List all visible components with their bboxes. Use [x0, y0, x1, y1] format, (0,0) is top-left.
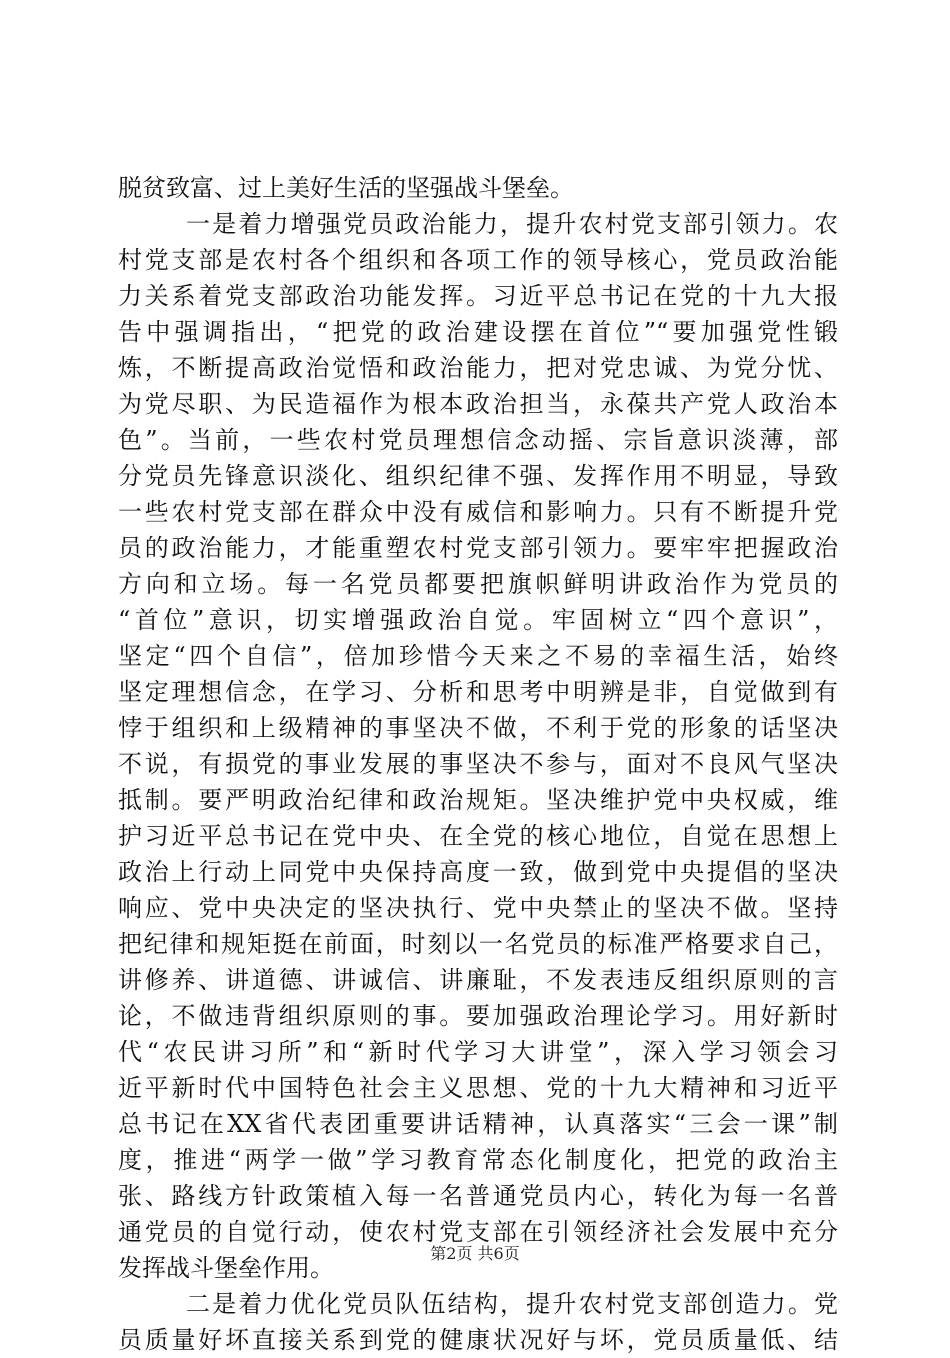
text-line: 近平新时代中国特色社会主义思想、党的十九大精神和习近平 — [118, 1074, 838, 1102]
text-line: 张、路线方针政策植入每一名普通党员内心，转化为每一名普 — [118, 1182, 838, 1210]
text-line: 政治上行动上同党中央保持高度一致，做到党中央提倡的坚决 — [118, 858, 838, 886]
text-line: 护习近平总书记在党中央、在全党的核心地位，自觉在思想上 — [118, 822, 838, 850]
text-line: 抵制。要严明政治纪律和政治规矩。坚决维护党中央权威，维 — [118, 786, 838, 814]
text-line: 总书记在XX省代表团重要讲话精神，认真落实“三会一课”制 — [118, 1110, 838, 1138]
paragraph-first-line: 二是着力优化党员队伍结构，提升农村党支部创造力。党 — [186, 1290, 838, 1318]
text-line: 炼，不断提高政治觉悟和政治能力，把对党忠诚、为党分忧、 — [118, 354, 838, 382]
text-line: 不说，有损党的事业发展的事坚决不参与，面对不良风气坚决 — [118, 750, 838, 778]
text-line: 村党支部是农村各个组织和各项工作的领导核心，党员政治能 — [118, 246, 838, 274]
text-line: 脱贫致富、过上美好生活的坚强战斗堡垒。 — [118, 174, 574, 202]
text-line: 论，不做违背组织原则的事。要加强政治理论学习。用好新时 — [118, 1002, 838, 1030]
text-line: 发挥战斗堡垒作用。 — [118, 1254, 334, 1282]
text-line: 方向和立场。每一名党员都要把旗帜鲜明讲政治作为党员的 — [118, 570, 838, 598]
text-line: 一些农村党支部在群众中没有威信和影响力。只有不断提升党 — [118, 498, 838, 526]
paragraph-first-line: 一是着力增强党员政治能力，提升农村党支部引领力。农 — [186, 210, 838, 238]
text-line: 分党员先锋意识淡化、组织纪律不强、发挥作用不明显，导致 — [118, 462, 838, 490]
text-line: 坚定理想信念，在学习、分析和思考中明辨是非，自觉做到有 — [118, 678, 838, 706]
text-line: 员质量好坏直接关系到党的健康状况好与坏，党员质量低、结 — [118, 1326, 838, 1354]
text-line: 为党尽职、为民造福作为根本政治担当，永葆共产党人政治本 — [118, 390, 838, 418]
page-footer — [0, 1243, 950, 1265]
text-line: 悖于组织和上级精神的事坚决不做，不利于党的形象的话坚决 — [118, 714, 838, 742]
text-line: 通党员的自觉行动，使农村党支部在引领经济社会发展中充分 — [118, 1218, 838, 1246]
body-text — [118, 170, 838, 1358]
text-line: 代“农民讲习所”和“新时代学习大讲堂”，深入学习领会习 — [118, 1038, 838, 1066]
text-line: 色”。当前，一些农村党员理想信念动摇、宗旨意识淡薄，部 — [118, 426, 838, 454]
text-line: 度，推进“两学一做”学习教育常态化制度化，把党的政治主 — [118, 1146, 838, 1174]
text-line: 响应、党中央决定的坚决执行、党中央禁止的坚决不做。坚持 — [118, 894, 838, 922]
text-line: 员的政治能力，才能重塑农村党支部引领力。要牢牢把握政治 — [118, 534, 838, 562]
text-line: 把纪律和规矩挺在前面，时刻以一名党员的标准严格要求自己， — [118, 930, 838, 958]
text-line: 坚定“四个自信”，倍加珍惜今天来之不易的幸福生活，始终 — [118, 642, 838, 670]
text-line: “首位”意识，切实增强政治自觉。牢固树立“四个意识”， — [118, 606, 838, 634]
page-number: 第2页 共6页 — [430, 1244, 520, 1263]
text-line: 讲修养、讲道德、讲诚信、讲廉耻，不发表违反组织原则的言 — [118, 966, 838, 994]
text-line: 力关系着党支部政治功能发挥。习近平总书记在党的十九大报 — [118, 282, 838, 310]
text-line: 告中强调指出，“把党的政治建设摆在首位”“要加强党性锻 — [118, 318, 838, 346]
